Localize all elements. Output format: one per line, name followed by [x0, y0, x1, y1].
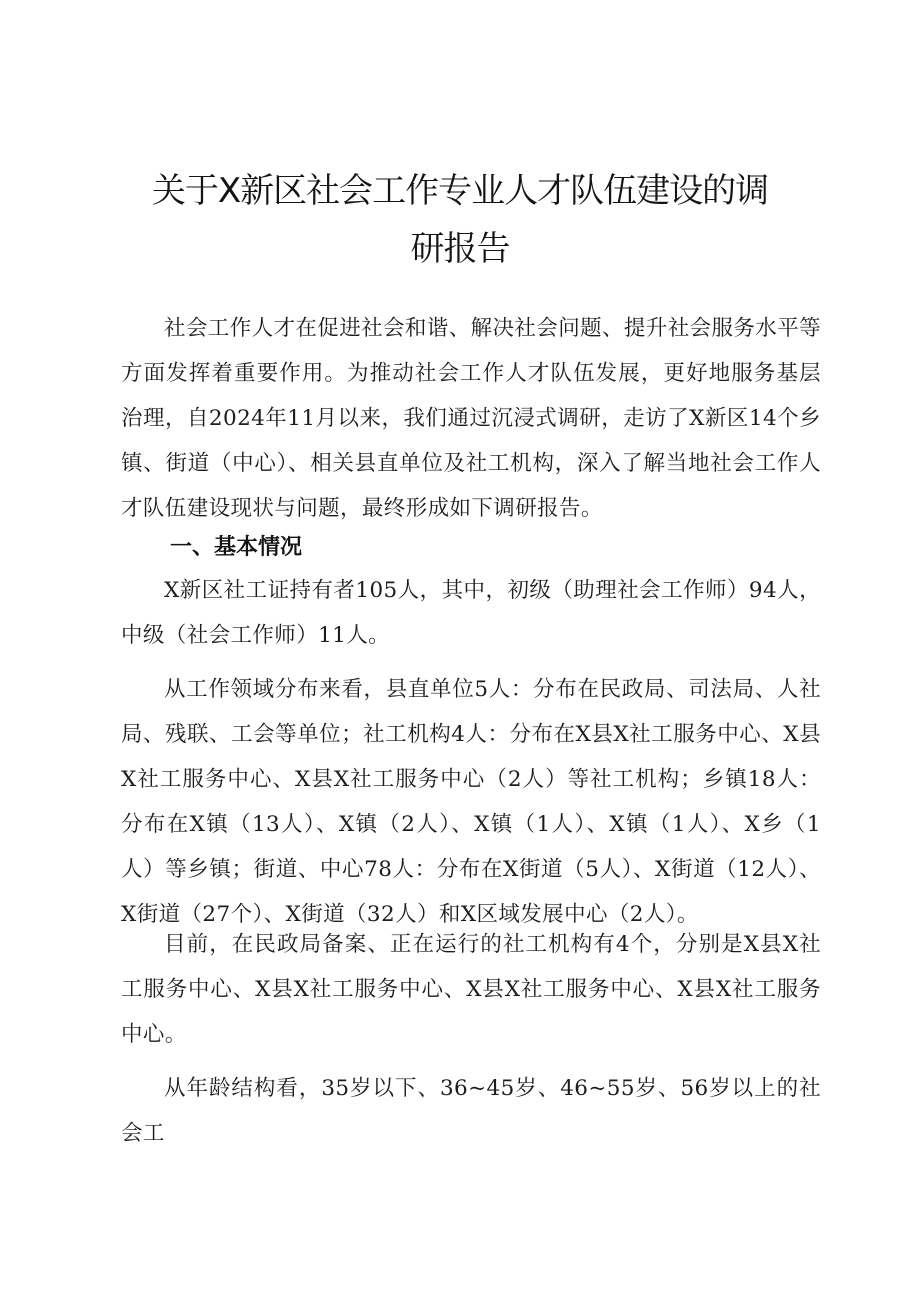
title-line-1: 关于X新区社会工作专业人才队伍建设的调 [151, 171, 769, 211]
certificates-paragraph: X新区社工证持有者105人，其中，初级（助理社会工作师）94人，中级（社会工作师）11人。 [121, 578, 821, 648]
intro-paragraph: 社会工作人才在促进社会和谐、解决社会问题、提升社会服务水平等方面发挥着重要作用。为推动社会工作人才队伍发展，更好地服务基层治理，自2024年11月以来，我们通过沉浸式调研，走访了X新区14个乡镇、街道（中心）、相关县直单位及社工机构，深入了解当地社会工作人才队伍建设现状与问题，最终形成如下调研报告。 [121, 316, 822, 521]
distribution-paragraph: 从工作领域分布来看，县直单位5人：分布在民政局、司法局、人社局、残联、工会等单位；社工机构4人：分布在X县X社工服务中心、X县X社工服务中心、X县X社工服务中心（2人）等社工机构；乡镇18人：分布在X镇（13人）、X镇（2人）、X镇（1人）、X镇（1人）、X乡（1人）等乡镇；街道、中心78人：分布在X街道（5人）、X街道（12人）、X街道（27个）、X街道（32人）和X区域发展中心（2人）。 [121, 677, 821, 927]
age-structure-paragraph: 从年龄结构看，35岁以下、36~45岁、46~55岁、56岁以上的社会工 [121, 1076, 821, 1146]
page-title [100, 162, 820, 278]
agencies-paragraph: 目前，在民政局备案、正在运行的社工机构有4个，分别是X县X社工服务中心、X县X社工服务中心、X县X社工服务中心、X县X社工服务中心。 [121, 932, 821, 1047]
section-heading-basic-situation: 一、基本情况 [170, 535, 303, 560]
title-line-2: 研报告 [410, 229, 510, 269]
